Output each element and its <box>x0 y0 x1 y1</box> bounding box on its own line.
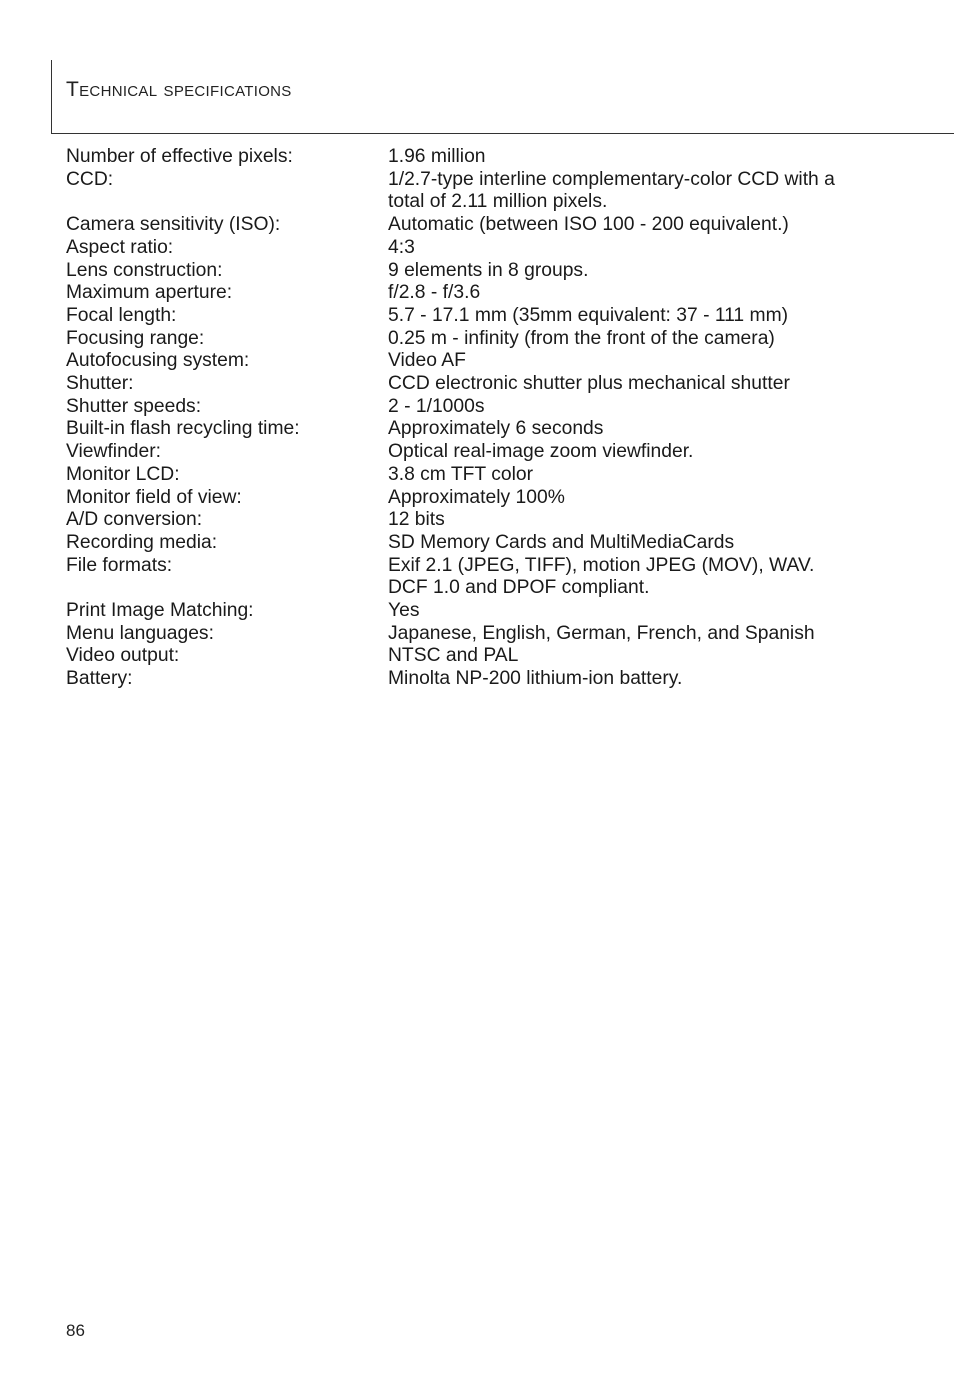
spec-value: 12 bits <box>388 509 445 531</box>
spec-table <box>66 146 886 691</box>
spec-row <box>66 328 886 351</box>
spec-row <box>66 532 886 555</box>
spec-value: Approximately 100% <box>388 486 565 508</box>
spec-value: 0.25 m - infinity (from the front of the camera) <box>388 327 775 349</box>
spec-label: Number of effective pixels: <box>66 146 293 167</box>
spec-value: Exif 2.1 (JPEG, TIFF), motion JPEG (MOV), WAV. DCF 1.0 and DPOF compliant. <box>388 554 815 599</box>
spec-label: Focal length: <box>66 304 177 326</box>
spec-row <box>66 555 886 600</box>
spec-label: Menu languages: <box>66 622 214 644</box>
spec-row <box>66 350 886 373</box>
spec-label: Recording media: <box>66 531 218 553</box>
spec-label: A/D conversion: <box>66 509 203 531</box>
spec-row <box>66 169 886 214</box>
spec-label: Maximum aperture: <box>66 282 233 304</box>
spec-row <box>66 509 886 532</box>
spec-row <box>66 146 886 169</box>
spec-label: CCD: <box>66 168 114 190</box>
spec-value: 1/2.7-type interline complementary-color CCD with a total of 2.11 million pixels. <box>388 168 835 213</box>
spec-row <box>66 645 886 668</box>
spec-value: Optical real-image zoom viewfinder. <box>388 441 694 463</box>
spec-label: Monitor field of view: <box>66 486 242 508</box>
spec-row <box>66 237 886 260</box>
spec-row <box>66 260 886 283</box>
spec-value: 9 elements in 8 groups. <box>388 259 589 281</box>
spec-value: 2 - 1/1000s <box>388 395 485 417</box>
spec-row <box>66 396 886 419</box>
spec-row <box>66 668 886 691</box>
spec-label: File formats: <box>66 554 173 576</box>
spec-value: Japanese, English, German, French, and Spanish <box>388 622 815 644</box>
spec-label: Shutter speeds: <box>66 395 202 417</box>
spec-label: Camera sensitivity (ISO): <box>66 214 281 236</box>
spec-row <box>66 214 886 237</box>
spec-value: f/2.8 - f/3.6 <box>388 282 481 304</box>
spec-value: Video AF <box>388 350 466 372</box>
spec-label: Viewfinder: <box>66 441 162 463</box>
spec-label: Built-in flash recycling time: <box>66 418 300 440</box>
spec-label: Monitor LCD: <box>66 463 180 485</box>
spec-row <box>66 418 886 441</box>
spec-value: Approximately 6 seconds <box>388 418 604 440</box>
spec-label: Aspect ratio: <box>66 236 174 258</box>
spec-row <box>66 441 886 464</box>
spec-value: Minolta NP-200 lithium-ion battery. <box>388 668 683 690</box>
spec-value: Yes <box>388 600 420 622</box>
spec-label: Autofocusing system: <box>66 350 250 372</box>
spec-value: 3.8 cm TFT color <box>388 463 534 485</box>
spec-label: Battery: <box>66 668 133 690</box>
spec-value: NTSC and PAL <box>388 645 519 667</box>
spec-value: CCD electronic shutter plus mechanical shutter <box>388 373 790 395</box>
spec-row <box>66 464 886 487</box>
spec-label: Lens construction: <box>66 259 223 281</box>
spec-row <box>66 305 886 328</box>
spec-label: Shutter: <box>66 373 134 395</box>
spec-row <box>66 623 886 646</box>
spec-label: Print Image Matching: <box>66 600 254 622</box>
spec-row <box>66 282 886 305</box>
page-title: Technical specifications <box>66 78 292 101</box>
spec-row <box>66 600 886 623</box>
header-horizontal-rule <box>51 133 954 134</box>
header-vertical-rule <box>51 60 52 134</box>
spec-value: 5.7 - 17.1 mm (35mm equivalent: 37 - 111 mm) <box>388 304 789 326</box>
spec-value: Automatic (between ISO 100 - 200 equivalent.) <box>388 214 789 236</box>
spec-value: 1.96 million <box>388 146 486 167</box>
spec-row <box>66 373 886 396</box>
spec-value: SD Memory Cards and MultiMediaCards <box>388 531 735 553</box>
page-number: 86 <box>66 1321 85 1340</box>
spec-row <box>66 487 886 510</box>
spec-label: Video output: <box>66 645 180 667</box>
spec-value: 4:3 <box>388 236 415 258</box>
spec-label: Focusing range: <box>66 327 205 349</box>
